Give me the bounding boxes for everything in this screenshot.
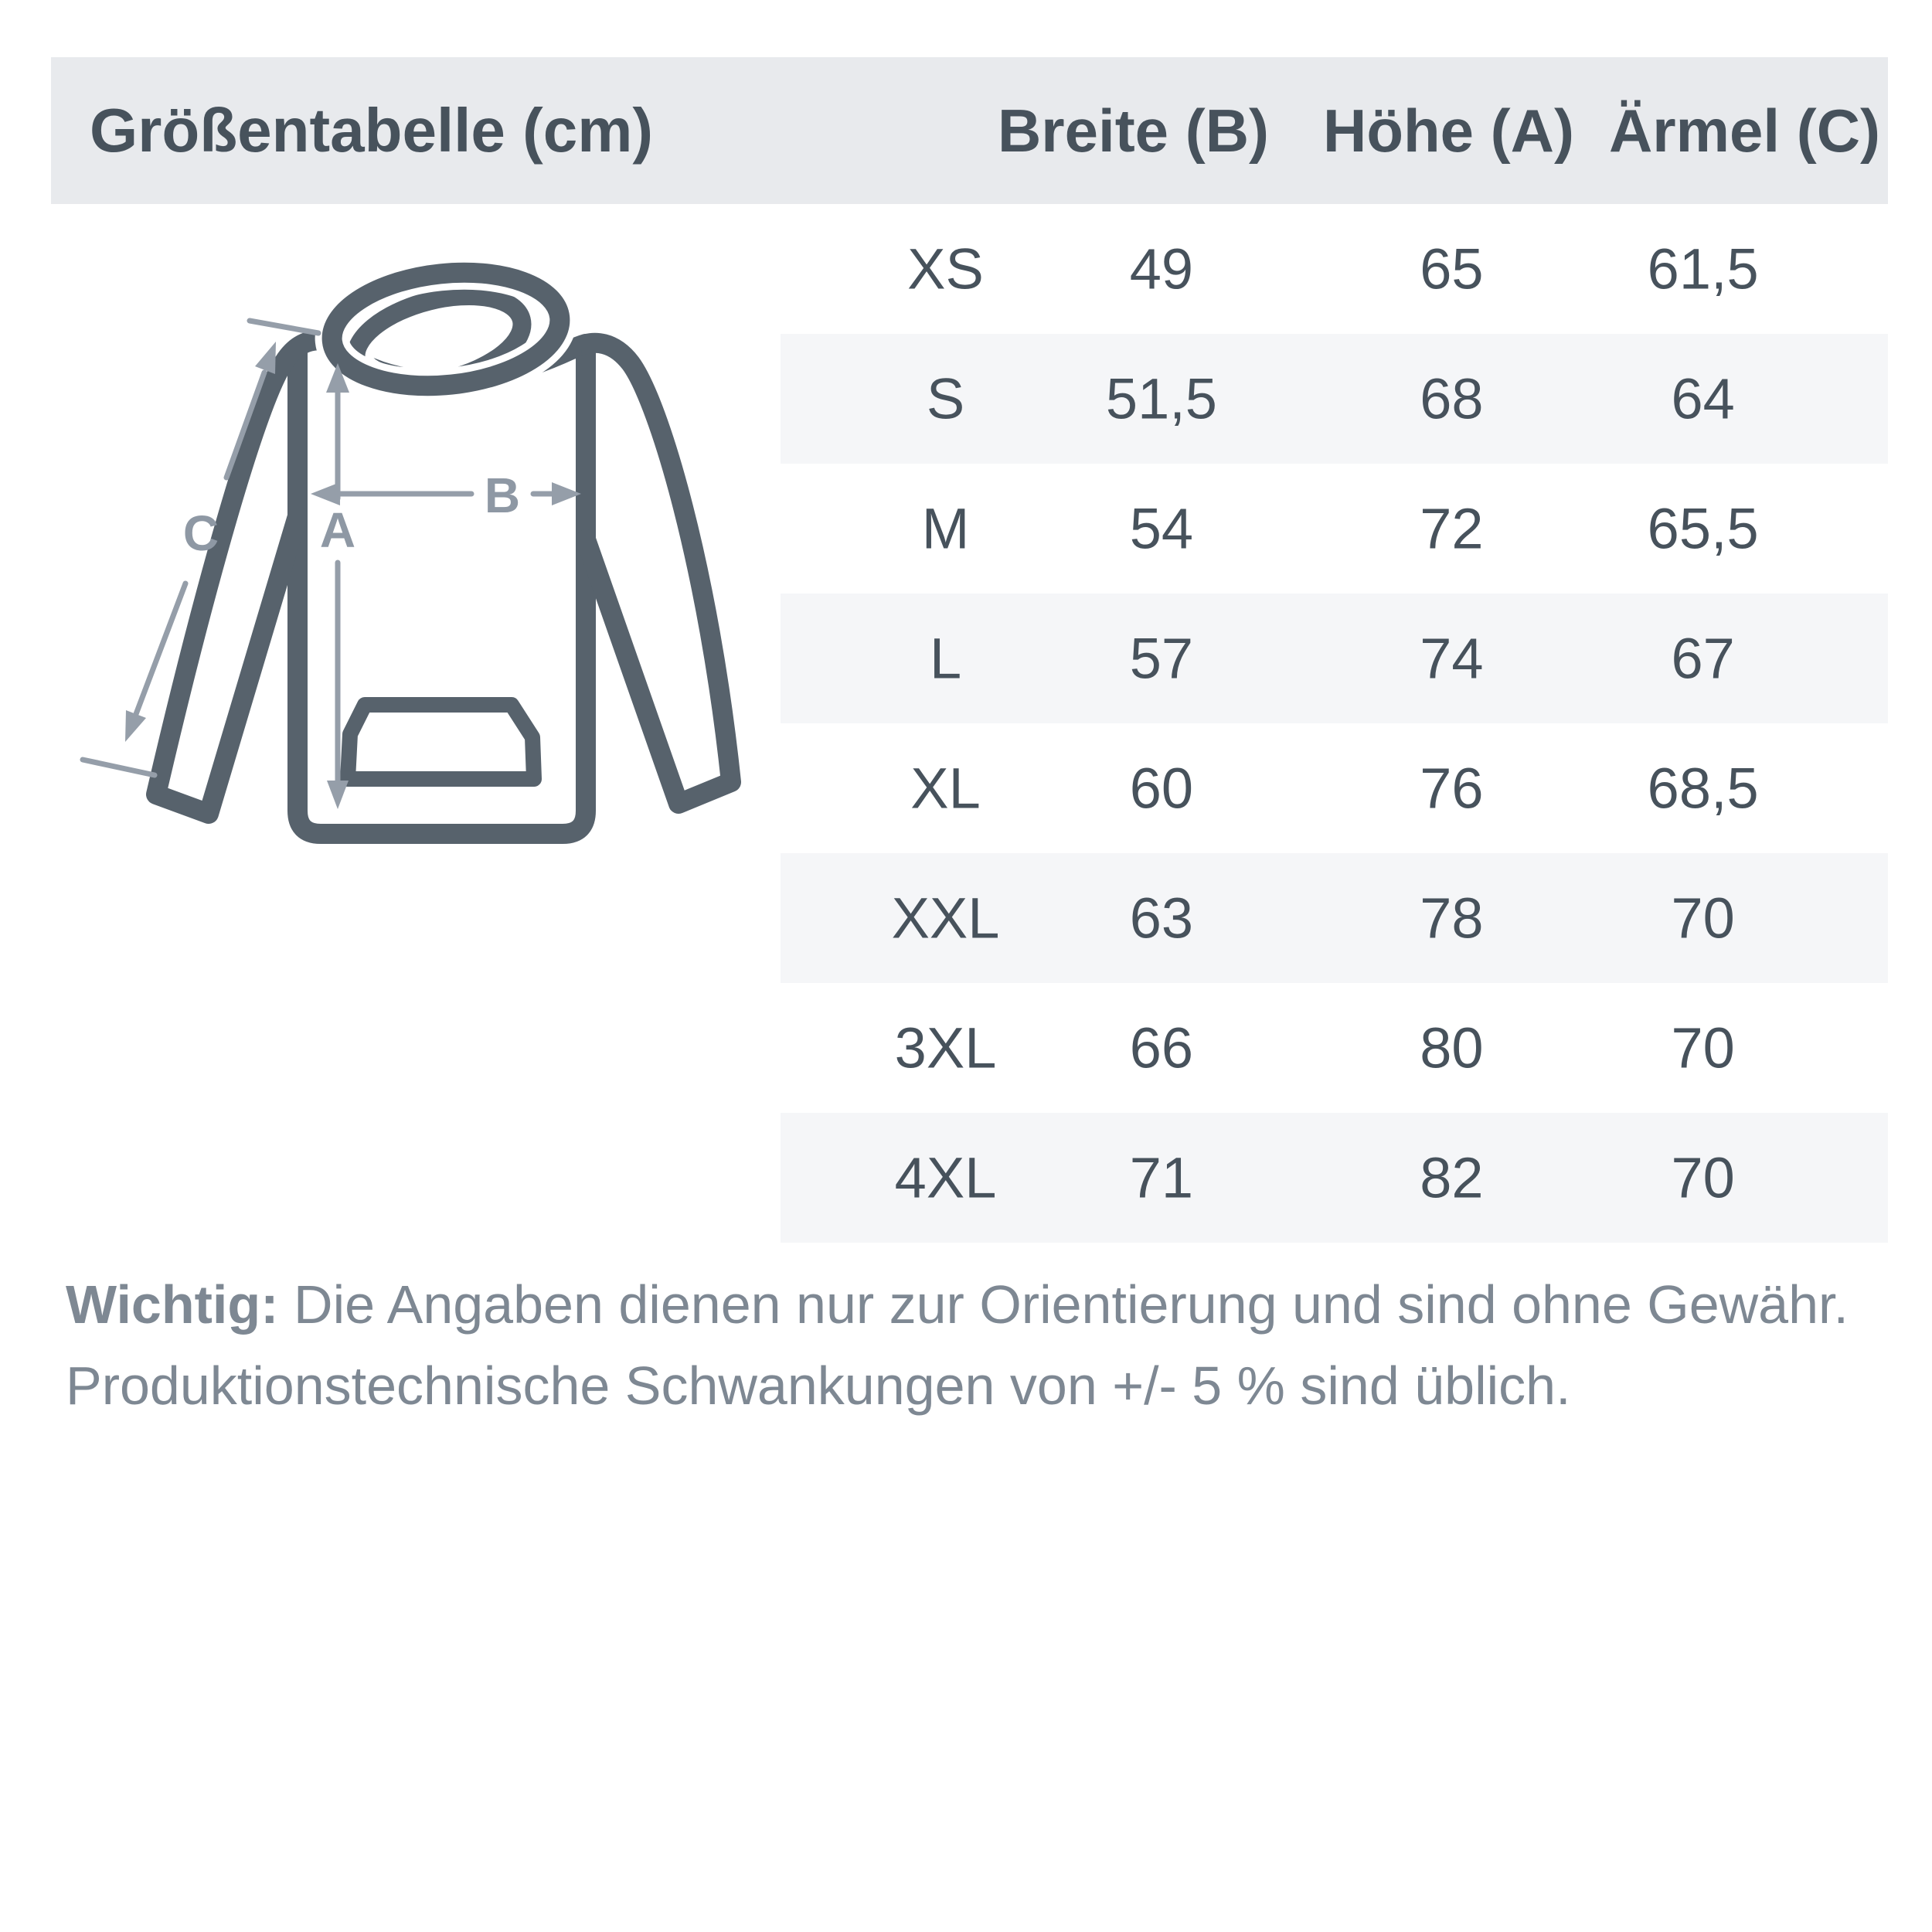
table-row-xxl: [781, 853, 1888, 983]
size-label: M: [921, 496, 970, 561]
size-label: XL: [910, 756, 981, 821]
size-label: XXL: [891, 886, 1000, 951]
hoodie-body-outline: [298, 344, 586, 834]
height-value: 74: [1420, 626, 1484, 691]
table-header: [51, 57, 1888, 204]
column-header-hoehe: Höhe (A): [1323, 96, 1574, 165]
table-row-xl: [781, 723, 1888, 853]
size-label: XS: [907, 236, 984, 301]
height-value: 72: [1420, 496, 1484, 561]
size-label: 3XL: [894, 1015, 997, 1080]
sleeve-value: 65,5: [1647, 496, 1759, 561]
width-value: 71: [1129, 1145, 1194, 1210]
sleeve-value: 70: [1671, 1145, 1735, 1210]
width-value: 63: [1129, 886, 1194, 951]
width-value: 66: [1129, 1015, 1194, 1080]
height-value: 82: [1420, 1145, 1484, 1210]
sleeve-value: 61,5: [1647, 236, 1759, 301]
size-label: S: [926, 366, 965, 431]
size-label: L: [929, 626, 962, 691]
table-row-l: [781, 594, 1888, 723]
width-value: 57: [1129, 626, 1194, 691]
hoodie-diagram-icon: [70, 232, 788, 873]
table-row-4xl: [781, 1113, 1888, 1243]
sleeve-value: 70: [1671, 886, 1735, 951]
size-table: [781, 204, 1888, 1243]
width-value: 51,5: [1105, 366, 1217, 431]
size-label: 4XL: [894, 1145, 997, 1210]
label-b: B: [484, 468, 521, 523]
sleeve-value: 70: [1671, 1015, 1735, 1080]
hoodie-measurement-illustration: [70, 232, 788, 873]
width-value: 54: [1129, 496, 1194, 561]
height-value: 80: [1420, 1015, 1484, 1080]
table-row-xs: [781, 204, 1888, 334]
disclaimer-emphasis: Wichtig:: [66, 1274, 279, 1335]
disclaimer-line-2: Produktionstechnische Schwankungen von +/- 5 % sind üblich.: [66, 1355, 1571, 1416]
sleeve-value: 67: [1671, 626, 1735, 691]
page-title: Größentabelle (cm): [90, 96, 654, 165]
table-row-m: [781, 464, 1888, 594]
height-value: 68: [1420, 366, 1484, 431]
height-value: 78: [1420, 886, 1484, 951]
disclaimer-line-1: [66, 1264, 1874, 1345]
width-value: 60: [1129, 756, 1194, 821]
label-c: C: [182, 505, 219, 561]
width-value: 49: [1129, 236, 1194, 301]
height-value: 76: [1420, 756, 1484, 821]
column-header-breite: Breite (B): [997, 96, 1269, 165]
table-row-3xl: [781, 983, 1888, 1113]
disclaimer-text-1: Die Angaben dienen nur zur Orientierung und sind ohne Gewähr.: [294, 1274, 1849, 1335]
sleeve-value: 64: [1671, 366, 1735, 431]
disclaimer-note: [66, 1264, 1874, 1427]
label-a: A: [319, 502, 356, 558]
sleeve-value: 68,5: [1647, 756, 1759, 821]
hoodie-pocket: [348, 705, 534, 779]
column-header-aermel: Ärmel (C): [1608, 96, 1880, 165]
height-value: 65: [1420, 236, 1484, 301]
table-row-s: [781, 334, 1888, 464]
